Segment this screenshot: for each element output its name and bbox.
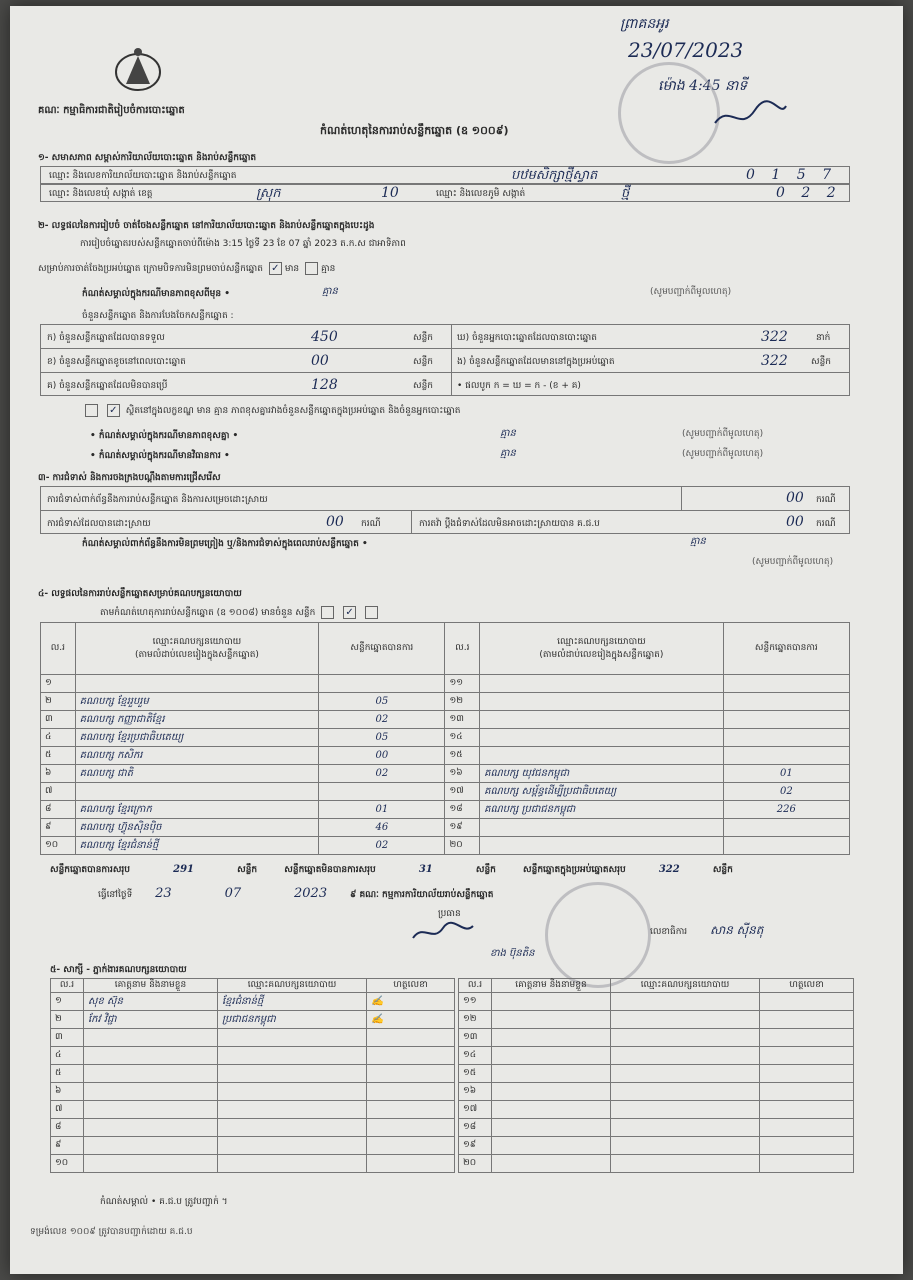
vote-count	[723, 693, 849, 711]
table-row	[51, 1065, 455, 1083]
ballot-received-value: 450	[311, 329, 338, 345]
handwritten-time: ម៉ោង 4:45 នាទី	[658, 78, 748, 94]
table-row	[41, 783, 850, 801]
witness-name	[84, 1083, 218, 1101]
witness-sign	[367, 1083, 455, 1101]
table-row	[459, 1119, 854, 1137]
row-number: ១៥	[445, 747, 480, 765]
date-year: 2023	[294, 886, 328, 901]
total-invalid-value: 31	[418, 864, 433, 875]
chairman-title: ប្រធាន	[438, 909, 461, 919]
witness-name	[84, 1137, 218, 1155]
resolved-label: ការជំទាស់ដែលបានដោះស្រាយ	[47, 519, 151, 529]
check-line: ✓ ស្ថិតនៅក្នុងលក្ខខណ្ឌ មាន គ្មាន ភាពខុសគ្នារវាងចំនួនសន្លឹកឆ្នោតក្នុងប្រអប់ឆ្នោត និងចំនួនអ្នកបោះឆ្នោត	[82, 404, 460, 418]
row-number: ៦	[41, 765, 76, 783]
totals-line: សន្លឹកឆ្នោតបានការសរុប 291 សន្លឹក សន្លឹកឆ្នោតមិនបានការសរុប 31 សន្លឹក សន្លឹកឆ្នោតក្នុងប្រអប់ឆ្នោតសរុប 322 សន្លឹក	[50, 864, 733, 875]
empty-cell	[611, 1155, 760, 1173]
col-name: គោត្តនាម និងនាមខ្លួន	[84, 979, 218, 993]
witness-sign	[367, 1047, 455, 1065]
resolved-value: 00	[326, 514, 344, 530]
witness-sign	[367, 1029, 455, 1047]
vote-count: 05	[319, 693, 445, 711]
empty-cell	[492, 1155, 611, 1173]
witness-n: ១៣	[459, 1029, 492, 1047]
table-row	[459, 1083, 854, 1101]
voters-label: ឃ) ចំនួនអ្នកបោះឆ្នោតដែលបានបោះឆ្នោត	[457, 333, 597, 343]
ballot-unused-value: 128	[311, 377, 338, 393]
row-number: ១២	[445, 693, 480, 711]
witness-n: ៣	[51, 1029, 84, 1047]
party-name: គណបក្ស ខ្មែរក្រោក	[75, 801, 319, 819]
empty-cell	[611, 1119, 760, 1137]
polling-station-label: ឈ្មោះ និងលេខការិយាល័យបោះឆ្នោត និងរាប់សន្លឹកឆ្នោត	[49, 171, 237, 181]
table-row	[459, 1047, 854, 1065]
formula-label: • ផលបូក ក = ឃ = ក - (ខ + គ)	[457, 381, 581, 391]
table-row	[41, 675, 850, 693]
witness-n: ៥	[51, 1065, 84, 1083]
row-number: ២	[41, 693, 76, 711]
bullet2-label: • កំណត់សម្គាល់ក្នុងករណីមានវិធានការ •	[90, 451, 230, 461]
party-name: គណបក្ស យុវជនកម្ពុជា	[480, 765, 724, 783]
signature-icon	[710, 98, 790, 134]
row-number: ៨	[41, 801, 76, 819]
row-number: ១៦	[445, 765, 480, 783]
table-row	[459, 993, 854, 1011]
witness-party: ខ្មែរជំនាន់ថ្មី	[218, 993, 367, 1011]
row-number: ៧	[41, 783, 76, 801]
col-no: ល.រ	[41, 623, 76, 675]
section4-sub: តាមកំណត់ហេតុការរាប់សន្លឹកឆ្នោត (ឧ ១០០៨) មានចំនួន សន្លឹក ✓	[100, 606, 381, 620]
vote-count	[723, 819, 849, 837]
table-row	[51, 1119, 455, 1137]
no-checkbox[interactable]	[305, 262, 318, 275]
col-no-right: ល.រ	[445, 623, 480, 675]
vote-count: 02	[319, 765, 445, 783]
section2-para2: សម្រាប់ការចាត់ចែងប្រអប់ឆ្នោត ក្រោមបិទការមិនព្រមចាប់សន្លឹកឆ្នោត ✓ មាន គ្មាន	[38, 263, 336, 274]
party-name	[480, 711, 724, 729]
vote-count	[319, 783, 445, 801]
section5-title: ៥- សាក្សី - ភ្នាក់ងារគណបក្សនយោបាយ	[50, 965, 187, 975]
party-name: គណបក្ស ប្រជាជនកម្ពុជា	[480, 801, 724, 819]
witness-n: ១៨	[459, 1119, 492, 1137]
witness-sign	[367, 1155, 455, 1173]
secretary-name: សាន ស៊ីនតុ	[710, 923, 764, 937]
chairman-name: ខាង ប៊ុនតិន	[490, 948, 535, 959]
note-value: គ្មាន	[322, 286, 338, 297]
vote-count	[723, 675, 849, 693]
witness-n: ១៥	[459, 1065, 492, 1083]
total-valid-value: 291	[173, 864, 194, 875]
hint-label: (សូមបញ្ជាក់ពីមូលហេតុ)	[682, 449, 764, 459]
empty-cell	[760, 1047, 854, 1065]
none-checkbox[interactable]: ✓	[107, 404, 120, 417]
party-name	[480, 837, 724, 855]
row-number: ៣	[41, 711, 76, 729]
col-party: ឈ្មោះគណបក្សនយោបាយ	[218, 979, 367, 993]
vote-count: 05	[319, 729, 445, 747]
witness-name: សុខ ស៊ុន	[84, 993, 218, 1011]
empty-cell	[492, 1101, 611, 1119]
table-row	[41, 693, 850, 711]
table-row	[41, 837, 850, 855]
form-title: កំណត់ហេតុនៃការរាប់សន្លឹកឆ្នោត (ឧ ១០០៩)	[320, 124, 509, 137]
witness-sign	[367, 1137, 455, 1155]
party-name: គណបក្ស សម្ព័ន្ធដើម្បីប្រជាធិបតេយ្យ	[480, 783, 724, 801]
empty-cell	[760, 1101, 854, 1119]
bullet1-value: គ្មាន	[500, 428, 516, 439]
unit-label: នាក់	[816, 333, 831, 343]
section3-note: កំណត់សម្គាល់ពាក់ព័ន្ធនឹងការមិនព្រមព្រៀង ឬ/និងការជំទាស់ក្នុងពេលរាប់សន្លឹកឆ្នោត •	[82, 539, 368, 549]
row-number: ៩	[41, 819, 76, 837]
empty-cell	[611, 993, 760, 1011]
row-number: ១៣	[445, 711, 480, 729]
empty-cell	[760, 1065, 854, 1083]
ballot-received-label: ក) ចំនួនសន្លឹកឆ្នោតដែលបានទទួល	[47, 333, 165, 343]
vote-count	[723, 747, 849, 765]
signature-icon	[408, 918, 478, 948]
party-name: គណបក្ស កសិករ	[75, 747, 319, 765]
unit-label: សន្លឹក	[413, 333, 433, 343]
vote-count: 02	[723, 783, 849, 801]
section1-row2	[40, 184, 850, 202]
row-number: ១០	[41, 837, 76, 855]
row-number: ២០	[445, 837, 480, 855]
ballot-table	[40, 324, 850, 396]
table-row	[41, 747, 850, 765]
village-value: ថ្មី	[621, 186, 630, 201]
witness-n: ១៧	[459, 1101, 492, 1119]
witness-party	[218, 1101, 367, 1119]
unit-label: សន្លឹក	[413, 381, 433, 391]
col-sign: ហត្ថលេខា	[760, 979, 854, 993]
empty-cell	[611, 1083, 760, 1101]
vote-count	[319, 675, 445, 693]
unit-label: ករណី	[361, 519, 381, 529]
handwritten-date: 23/07/2023	[628, 38, 744, 62]
empty-cell	[492, 1047, 611, 1065]
col-no: ល.រ	[459, 979, 492, 993]
witness-party	[218, 1047, 367, 1065]
party-name	[75, 783, 319, 801]
row-number: ១	[41, 675, 76, 693]
witness-name: កែវ វិជ្ជា	[84, 1011, 218, 1029]
party-name	[480, 819, 724, 837]
row-number: ១៧	[445, 783, 480, 801]
commune-value: ស្រុក	[256, 186, 281, 201]
empty-cell	[492, 993, 611, 1011]
party-name	[480, 675, 724, 693]
col-votes-right: សន្លឹកឆ្នោតបានការ	[723, 623, 849, 675]
bullet1-label: • កំណត់សម្គាល់ក្នុងករណីមានភាពខុសគ្នា •	[90, 431, 239, 441]
party-name	[480, 693, 724, 711]
witness-n: ១២	[459, 1011, 492, 1029]
hint-label: (សូមបញ្ជាក់ពីមូលហេតុ)	[682, 429, 764, 439]
witness-sign: ✍	[367, 993, 455, 1011]
unresolved-value: 00	[786, 514, 804, 530]
vote-count: 226	[723, 801, 849, 819]
hint-label: (សូមបញ្ជាក់ពីមូលហេតុ)	[752, 557, 834, 567]
vote-count: 02	[319, 837, 445, 855]
witness-name	[84, 1101, 218, 1119]
empty-cell	[492, 1065, 611, 1083]
witness-n: ៦	[51, 1083, 84, 1101]
vote-count	[723, 711, 849, 729]
empty-cell	[492, 1119, 611, 1137]
col-name: គោត្តនាម និងនាមខ្លួន	[492, 979, 611, 993]
village-label: ឈ្មោះ និងលេខភូមិ សង្កាត់	[436, 189, 526, 199]
empty-cell	[760, 993, 854, 1011]
empty-cell	[760, 1011, 854, 1029]
witness-n: ២	[51, 1011, 84, 1029]
vote-count: 02	[319, 711, 445, 729]
ballot-unused-label: គ) ចំនួនសន្លឹកឆ្នោតដែលមិនបានប្រើ	[47, 381, 168, 391]
vote-count: 01	[723, 765, 849, 783]
table-row	[51, 1011, 455, 1029]
section4-title: ៤- លទ្ធផលនៃការរាប់សន្លឹកឆ្នោតសម្រាប់គណបក្សនយោបាយ	[38, 589, 242, 599]
empty-cell	[760, 1083, 854, 1101]
table-row	[41, 711, 850, 729]
empty-cell	[492, 1083, 611, 1101]
empty-cell	[611, 1137, 760, 1155]
sub-checkbox[interactable]	[365, 606, 378, 619]
section1-row1	[40, 166, 850, 184]
vote-count	[723, 729, 849, 747]
party-name: គណបក្ស កញ្ញាជាតិខ្មែរ	[75, 711, 319, 729]
witness-name	[84, 1047, 218, 1065]
table-row	[459, 1011, 854, 1029]
section2-para1: ការរៀបចំឆ្នោតរបស់សន្លឹកឆ្នោតចាប់ពីម៉ោង 3:15 ថ្ងៃទី 23 ខែ 07 ឆ្នាំ 2023 ត.ក.ស ជាអាទិភាព	[80, 239, 406, 249]
empty-cell	[611, 1065, 760, 1083]
empty-cell	[760, 1155, 854, 1173]
empty-cell	[611, 1029, 760, 1047]
ballot-spoiled-value: 00	[311, 353, 329, 369]
witness-n: ១១	[459, 993, 492, 1011]
witness-sign	[367, 1065, 455, 1083]
table-row	[41, 801, 850, 819]
ballots-in-box-label: ង) ចំនួនសន្លឹកឆ្នោតដែលមាននៅក្នុងប្រអប់ឆ្នោត	[457, 357, 615, 367]
party-name	[480, 729, 724, 747]
objection-label: ការជំទាស់ពាក់ព័ន្ធនឹងការរាប់សន្លឹកឆ្នោត និងការសម្រេចដោះស្រាយ	[47, 495, 268, 505]
objection-value: 00	[786, 490, 804, 506]
footnote: កំណត់សម្គាល់ • គ.ជ.ប ត្រូវបញ្ជាក់ ។	[100, 1197, 228, 1207]
row-number: ១៩	[445, 819, 480, 837]
witness-n: ២០	[459, 1155, 492, 1173]
date-month: 07	[224, 886, 242, 901]
col-party: ឈ្មោះគណបក្សនយោបាយ (តាមលំដាប់លេខរៀងក្នុងសន្លឹកឆ្នោត)	[75, 623, 319, 675]
bottom-note: ទម្រង់លេខ ១០០៩ ត្រូវបានបញ្ជាក់ដោយ គ.ជ.ប	[30, 1227, 193, 1237]
sub-checkbox-checked[interactable]: ✓	[343, 606, 356, 619]
witness-name	[84, 1029, 218, 1047]
row-number: ១៤	[445, 729, 480, 747]
empty-cell	[611, 1047, 760, 1065]
witness-sign: ✍	[367, 1011, 455, 1029]
table-row	[51, 1155, 455, 1173]
vote-count: 00	[319, 747, 445, 765]
empty-cell	[611, 1011, 760, 1029]
polling-station-value: បឋមសិក្សាថ្មីស្វាត	[511, 168, 598, 183]
handwritten-note: ព្រាគនអូរ	[620, 16, 669, 32]
witness-party: ប្រជាជនកម្ពុជា	[218, 1011, 367, 1029]
table-row	[51, 1029, 455, 1047]
bullet2-value: គ្មាន	[500, 448, 516, 459]
committee-name: គណៈ កម្មាធិការជាតិរៀបចំការបោះឆ្នោត	[38, 105, 185, 116]
table-row	[41, 729, 850, 747]
witness-party	[218, 1137, 367, 1155]
note-hint: (សូមបញ្ជាក់ពីមូលហេតុ)	[650, 287, 732, 297]
yes-checkbox[interactable]: ✓	[269, 262, 282, 275]
results-table	[40, 622, 850, 855]
date-line: ធ្វើនៅថ្ងៃទី 23 07 2023 ៩ គណៈ កម្មការការិយាល័យរាប់សន្លឹកឆ្នោត	[98, 886, 494, 901]
commune-number: 10	[381, 185, 399, 201]
unit-label: ករណី	[816, 495, 836, 505]
ballots-in-box-value: 322	[761, 353, 788, 369]
section3-title: ៣- ការជំទាស់ និងការចងក្រងបណ្តឹងតាមការជ្រើសរើស	[38, 473, 221, 483]
witness-sign	[367, 1119, 455, 1137]
empty-cell	[760, 1119, 854, 1137]
table-row	[459, 1101, 854, 1119]
row-number: ១១	[445, 675, 480, 693]
witness-party	[218, 1029, 367, 1047]
witness-table-left	[50, 978, 455, 1173]
ballot-spoiled-label: ខ) ចំនួនសន្លឹកឆ្នោតខូចនៅពេលបោះឆ្នោត	[47, 357, 186, 367]
col-party: ឈ្មោះគណបក្សនយោបាយ	[611, 979, 760, 993]
vote-count: 46	[319, 819, 445, 837]
table-row	[459, 1029, 854, 1047]
witness-name	[84, 1065, 218, 1083]
commune-label: ឈ្មោះ និងលេខឃុំ សង្កាត់ ខេត្ត	[49, 189, 153, 199]
row-number: ៤	[41, 729, 76, 747]
table-row	[459, 1137, 854, 1155]
party-name	[75, 675, 319, 693]
witness-name	[84, 1119, 218, 1137]
party-name: គណបក្ស ខ្មែររួបរួម	[75, 693, 319, 711]
note-label: កំណត់សម្គាល់ក្នុងករណីមានភាពខុសពីមុន •	[82, 289, 230, 299]
witness-n: ១៤	[459, 1047, 492, 1065]
village-number: 0 2 2	[776, 185, 842, 201]
party-name: គណបក្ស ខ្មែរប្រជាធិបតេយ្យ	[75, 729, 319, 747]
ballot-intro: ចំនួនសន្លឹកឆ្នោត និងការបែងចែកសន្លឹកឆ្នោត :	[82, 311, 234, 321]
official-stamp	[545, 882, 651, 988]
witness-sign	[367, 1101, 455, 1119]
unit-label: សន្លឹក	[413, 357, 433, 367]
polling-station-number: 0 1 5 7	[746, 167, 837, 183]
document-sheet	[10, 6, 903, 1274]
vote-count: 01	[319, 801, 445, 819]
table-row	[51, 993, 455, 1011]
witness-n: ១	[51, 993, 84, 1011]
official-stamp	[618, 62, 720, 164]
date-day: 23	[155, 886, 172, 901]
witness-n: ៨	[51, 1119, 84, 1137]
table-row	[459, 1155, 854, 1173]
section2-title: ២- លទ្ធផលនៃការរៀបចំ ចាត់ចែងសន្លឹកឆ្នោត នៅការិយាល័យបោះឆ្នោត និងរាប់សន្លឹកឆ្នោតក្នុងបេះដូង	[38, 221, 375, 231]
col-votes: សន្លឹកឆ្នោតបានការ	[319, 623, 445, 675]
empty-cell	[492, 1137, 611, 1155]
table-row	[51, 1101, 455, 1119]
unresolved-label: ការតវ៉ា ប្តឹងជំទាស់ដែលមិនអាចដោះស្រាយបាន គ.ជ.ប	[419, 519, 600, 529]
witness-n: ៩	[51, 1137, 84, 1155]
party-name: គណបក្ស ហ៊្វុនស៊ិនប៉ិច	[75, 819, 319, 837]
has-checkbox[interactable]	[85, 404, 98, 417]
empty-cell	[492, 1011, 611, 1029]
objection-table	[40, 486, 850, 534]
witness-party	[218, 1155, 367, 1173]
table-row	[51, 1137, 455, 1155]
col-sign: ហត្ថលេខា	[367, 979, 455, 993]
witness-n: ១៩	[459, 1137, 492, 1155]
witness-n: ៤	[51, 1047, 84, 1065]
table-row	[51, 1083, 455, 1101]
voters-value: 322	[761, 329, 788, 345]
party-name: គណបក្ស ជាតិ	[75, 765, 319, 783]
empty-cell	[492, 1029, 611, 1047]
secretary-title: លេខាធិការ	[650, 927, 688, 937]
section3-note-value: គ្មាន	[690, 536, 706, 547]
witness-party	[218, 1119, 367, 1137]
col-party-right: ឈ្មោះគណបក្សនយោបាយ (តាមលំដាប់លេខរៀងក្នុងសន្លឹកឆ្នោត)	[480, 623, 724, 675]
section1-title: ១- សមាសភាព សម្ពាស់ការិយាល័យបោះឆ្នោត និងរាប់សន្លឹកឆ្នោត	[38, 153, 257, 163]
witness-party	[218, 1083, 367, 1101]
party-name: គណបក្ស ខ្មែរជំនាន់ថ្មី	[75, 837, 319, 855]
emblem-icon	[108, 44, 168, 99]
empty-cell	[760, 1029, 854, 1047]
witness-n: ១០	[51, 1155, 84, 1173]
total-box-value: 322	[658, 864, 680, 875]
unit-label: សន្លឹក	[811, 357, 831, 367]
witness-n: ១៦	[459, 1083, 492, 1101]
table-row	[459, 1065, 854, 1083]
col-no: ល.រ	[51, 979, 84, 993]
table-row	[51, 1047, 455, 1065]
witness-n: ៧	[51, 1101, 84, 1119]
table-row	[41, 765, 850, 783]
empty-cell	[611, 1101, 760, 1119]
witness-party	[218, 1065, 367, 1083]
party-name	[480, 747, 724, 765]
witness-table-right	[458, 978, 854, 1173]
unit-label: ករណី	[816, 519, 836, 529]
row-number: ៥	[41, 747, 76, 765]
witness-name	[84, 1155, 218, 1173]
vote-count	[723, 837, 849, 855]
empty-cell	[760, 1137, 854, 1155]
table-row	[41, 819, 850, 837]
sub-checkbox[interactable]	[321, 606, 334, 619]
row-number: ១៨	[445, 801, 480, 819]
